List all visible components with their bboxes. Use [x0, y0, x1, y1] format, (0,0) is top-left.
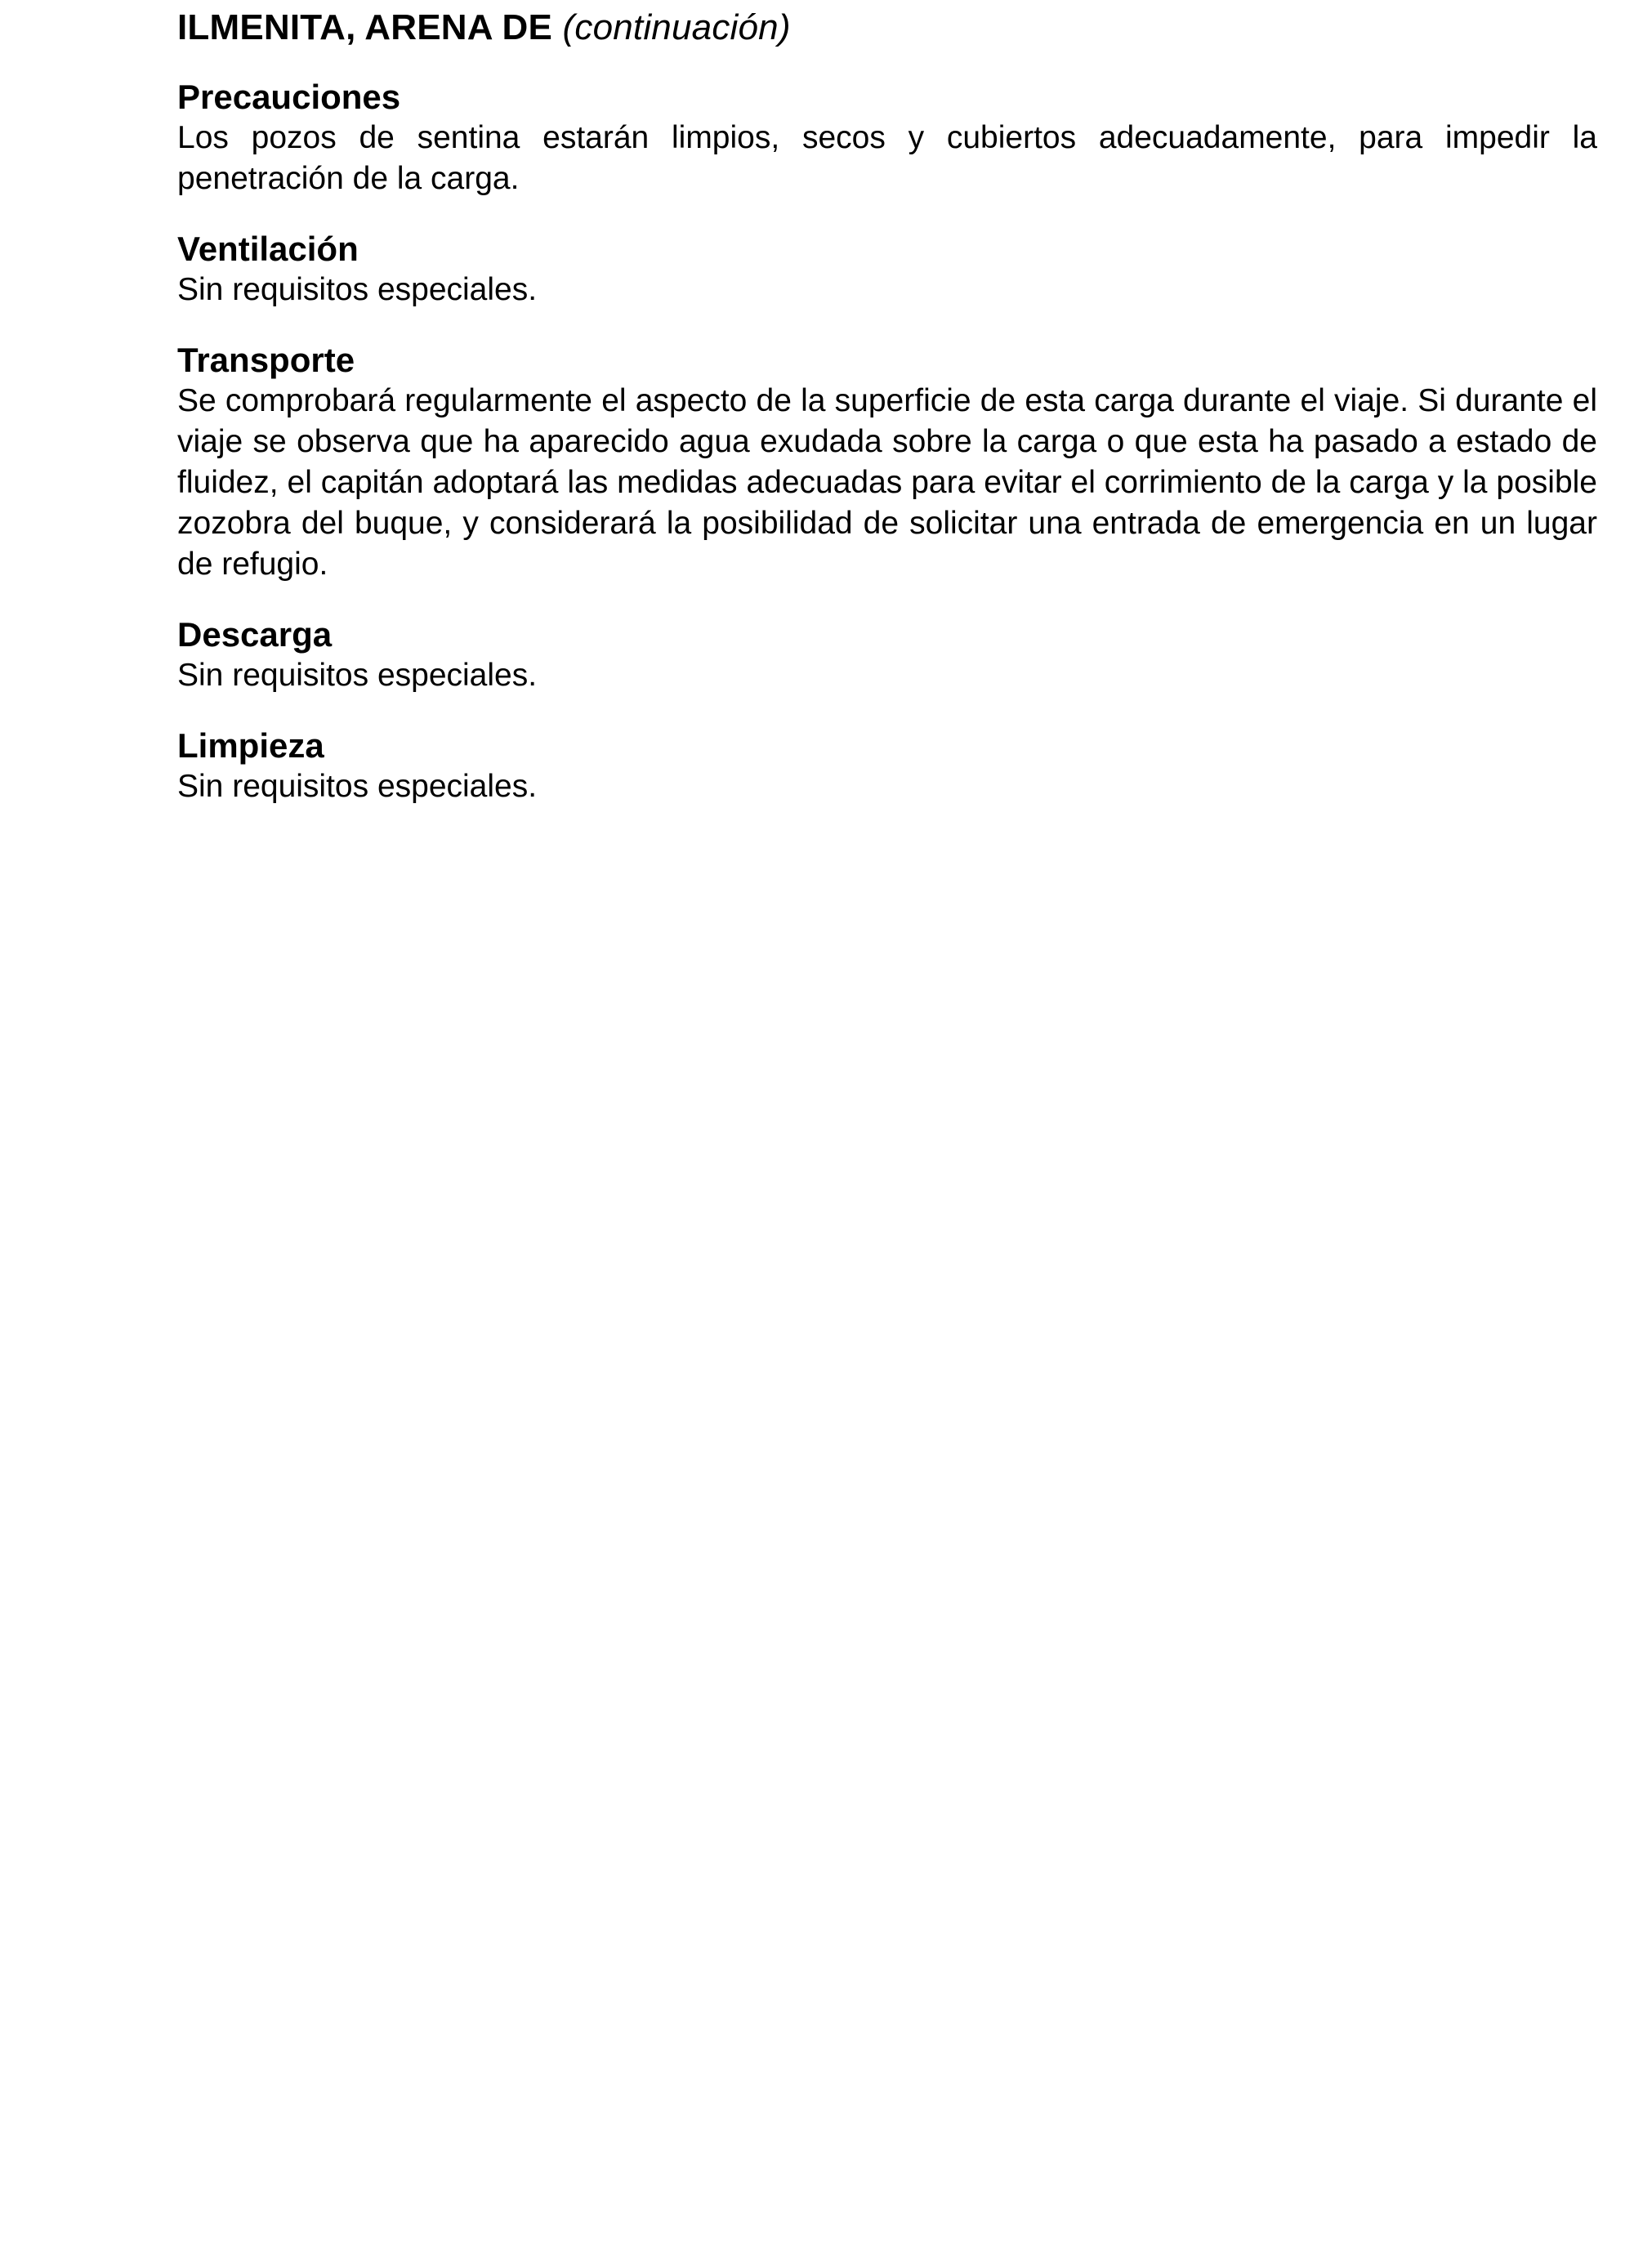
section-ventilation [177, 229, 1597, 310]
section-body: Los pozos de sentina estarán limpios, secos y cubiertos adecuadamente, para impedir la penetración de la carga. [177, 120, 1597, 196]
section-body: Sin requisitos especiales. [177, 769, 538, 804]
section-discharge [177, 614, 1597, 696]
section-heading: Transporte [177, 341, 355, 379]
section-precautions [177, 77, 1597, 199]
section-body: Sin requisitos especiales. [177, 272, 538, 307]
document-page [177, 0, 1597, 807]
section-body: Sin requisitos especiales. [177, 658, 538, 693]
section-cleaning [177, 725, 1597, 807]
title-continuation: (continuación) [562, 7, 791, 47]
section-heading: Descarga [177, 615, 333, 654]
section-transport [177, 340, 1597, 585]
section-body: Se comprobará regularmente el aspecto de la superficie de esta carga durante el viaje. Si durante el viaje se observa que ha aparecido agua exudada sobre la carga o que esta ha pasado a estado de fluidez, el capitán adoptará las medidas adecuadas para evitar el corrimiento de la carga y la posible zozobra del buque, y considerará la posibilidad de solicitar una entrada de emergencia en un lugar de refugio. [177, 383, 1597, 582]
title-main: ILMENITA, ARENA DE [177, 7, 553, 47]
section-heading: Ventilación [177, 230, 359, 268]
section-heading: Precauciones [177, 78, 401, 116]
document-title [177, 0, 1597, 51]
section-heading: Limpieza [177, 726, 324, 765]
